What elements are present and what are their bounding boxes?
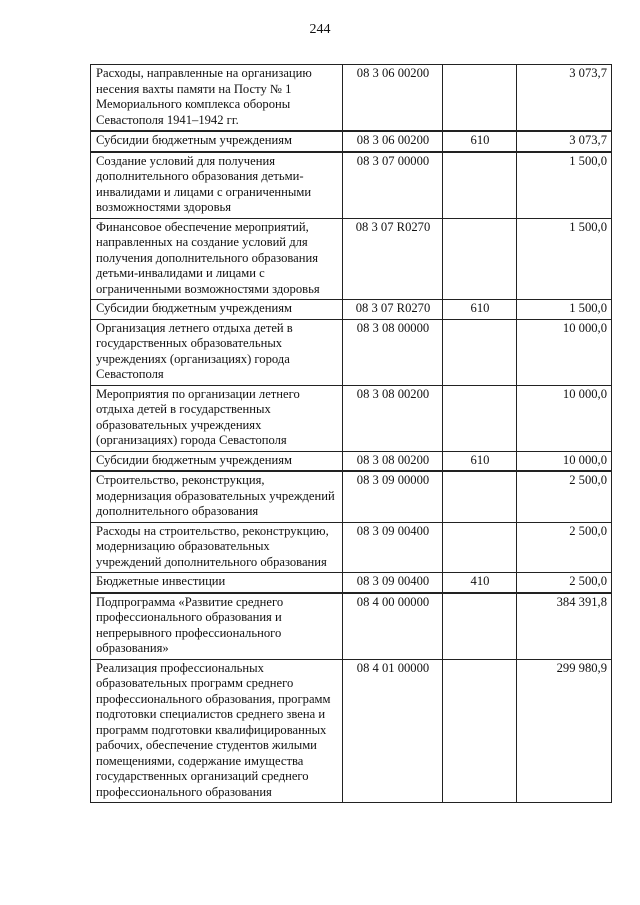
row-sum: 10 000,0 xyxy=(517,319,612,385)
row-type xyxy=(443,659,517,803)
row-sum: 3 073,7 xyxy=(517,65,612,132)
row-sum: 299 980,9 xyxy=(517,659,612,803)
table-row xyxy=(91,573,612,593)
row-name: Подпрограмма «Развитие среднего профессионального образования и непрерывного профессионального образования» xyxy=(91,593,343,660)
row-code: 08 3 07 R0270 xyxy=(343,218,443,300)
row-type xyxy=(443,385,517,451)
row-code: 08 3 06 00200 xyxy=(343,65,443,132)
row-sum: 3 073,7 xyxy=(517,131,612,152)
row-type xyxy=(443,65,517,132)
budget-table xyxy=(90,64,612,803)
row-code: 08 4 00 00000 xyxy=(343,593,443,660)
row-sum: 1 500,0 xyxy=(517,300,612,320)
row-sum: 2 500,0 xyxy=(517,471,612,522)
row-sum: 2 500,0 xyxy=(517,522,612,573)
table-row xyxy=(91,659,612,803)
row-name: Субсидии бюджетным учреждениям xyxy=(91,300,343,320)
row-sum: 2 500,0 xyxy=(517,573,612,593)
row-name: Реализация профессиональных образовательных программ среднего профессионального образования, программ подготовки специалистов среднего звена и программ подготовки квалифицированных рабочих, обеспечение студентов жилыми помещениями, содержание имущества государственных организаций среднего профессионального образования xyxy=(91,659,343,803)
row-code: 08 3 09 00400 xyxy=(343,522,443,573)
row-name: Бюджетные инвестиции xyxy=(91,573,343,593)
row-name: Финансовое обеспечение мероприятий, направленных на создание условий для получения дополнительного образования детьми-инвалидами и лицами с ограниченными возможностями здоровья xyxy=(91,218,343,300)
table-row xyxy=(91,319,612,385)
row-name: Создание условий для получения дополнительного образования детьми-инвалидами и лицами с ограниченными возможностями здоровья xyxy=(91,152,343,219)
row-name: Расходы на строительство, реконструкцию, модернизацию образовательных учреждений дополнительного образования xyxy=(91,522,343,573)
page-number: 244 xyxy=(309,22,331,37)
row-name: Расходы, направленные на организацию несения вахты памяти на Посту № 1 Мемориального комплекса обороны Севастополя 1941–1942 гг. xyxy=(91,65,343,132)
row-name: Субсидии бюджетным учреждениям xyxy=(91,131,343,152)
row-code: 08 3 07 R0270 xyxy=(343,300,443,320)
row-type xyxy=(443,319,517,385)
row-type xyxy=(443,471,517,522)
row-code: 08 3 06 00200 xyxy=(343,131,443,152)
row-code: 08 3 08 00200 xyxy=(343,451,443,471)
row-code: 08 3 09 00000 xyxy=(343,471,443,522)
table-row xyxy=(91,471,612,522)
row-name: Мероприятия по организации летнего отдыха детей в государственных образовательных учреждениях (организациях) города Севастополя xyxy=(91,385,343,451)
table-row xyxy=(91,131,612,152)
row-type xyxy=(443,152,517,219)
row-sum: 10 000,0 xyxy=(517,385,612,451)
table-row xyxy=(91,300,612,320)
row-code: 08 3 07 00000 xyxy=(343,152,443,219)
table-row xyxy=(91,385,612,451)
row-type: 410 xyxy=(443,573,517,593)
row-name: Строительство, реконструкция, модернизация образовательных учреждений дополнительного образования xyxy=(91,471,343,522)
row-sum: 384 391,8 xyxy=(517,593,612,660)
row-name: Субсидии бюджетным учреждениям xyxy=(91,451,343,471)
row-code: 08 3 08 00200 xyxy=(343,385,443,451)
row-code: 08 3 08 00000 xyxy=(343,319,443,385)
row-code: 08 4 01 00000 xyxy=(343,659,443,803)
row-type: 610 xyxy=(443,131,517,152)
row-name: Организация летнего отдыха детей в государственных образовательных учреждениях (организациях) города Севастополя xyxy=(91,319,343,385)
table-row xyxy=(91,451,612,471)
row-sum: 1 500,0 xyxy=(517,218,612,300)
row-type xyxy=(443,522,517,573)
row-type: 610 xyxy=(443,451,517,471)
table-row xyxy=(91,218,612,300)
row-sum: 1 500,0 xyxy=(517,152,612,219)
table-row xyxy=(91,65,612,132)
row-type xyxy=(443,593,517,660)
table-row xyxy=(91,522,612,573)
row-type: 610 xyxy=(443,300,517,320)
table-row xyxy=(91,152,612,219)
row-type xyxy=(443,218,517,300)
table-row xyxy=(91,593,612,660)
row-code: 08 3 09 00400 xyxy=(343,573,443,593)
row-sum: 10 000,0 xyxy=(517,451,612,471)
